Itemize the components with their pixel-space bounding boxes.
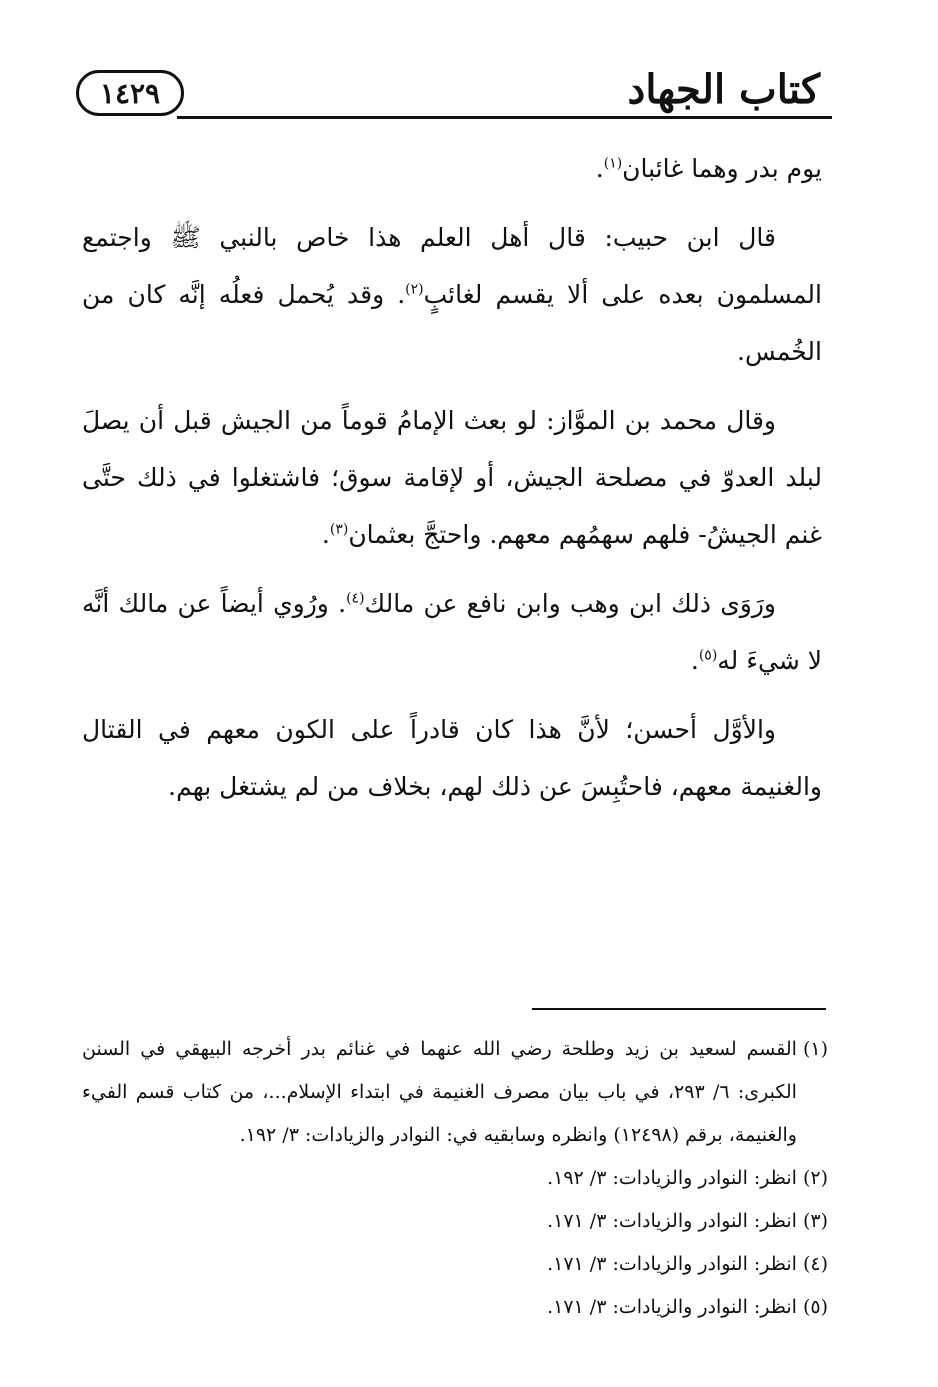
footnote-text: انظر: النوادر والزيادات: ٣/ ١٧١. [547,1296,797,1318]
footnote-marker-1: (١) [603,155,623,172]
paragraph-tail: . [321,520,330,549]
paragraph-text: والأوَّل أحسن؛ لأنَّ هذا كان قادراً على الكون معهم في القتال والغنيمة معهم، فاحتُبِسَ عن ذلك لهم، بخلاف من لم يشتغل بهم. [82,715,822,801]
footnote-text: انظر: النوادر والزيادات: ٣/ ١٧١. [547,1253,797,1275]
paragraph-text: ورَوَى ذلك ابن وهب وابن نافع عن مالك [364,589,776,618]
paragraph-tail: . [595,154,604,183]
page-number: ١٤٢٩ [99,76,161,110]
footnote-3 [82,1200,828,1243]
paragraph-tail: . ورُوي أيضاً عن مالك أنَّه لا شيءَ له [82,589,822,675]
paragraph-text: وقال محمد بن الموَّاز: لو بعث الإمامُ قوماً من الجيش قبل أن يصلَ لبلد العدوّ في مصلحة الجيش، أو لإقامة سوق؛ فاشتغلوا في ذلك حتَّى غنم الجيشُ- فلهم سهمُهم معهم. واحتجَّ بعثمان [82,406,822,549]
footnote-number: (٣) [802,1210,828,1232]
page-header [72,62,832,124]
page-number-badge [76,70,184,116]
paragraph-1 [82,140,822,197]
footnote-4 [82,1243,828,1286]
footnote-separator [532,1008,826,1010]
footnote-text: انظر: النوادر والزيادات: ٣/ ١٧١. [547,1210,797,1232]
paragraph-2 [82,209,822,380]
paragraph-4 [82,575,822,689]
footnote-marker-4: (٤) [346,590,365,607]
footnote-marker-2: (٢) [405,281,424,298]
footnote-5 [82,1286,828,1329]
book-title: كتاب الجهاد [627,66,820,113]
footnote-number: (٢) [802,1167,828,1189]
footnote-number: (٤) [802,1253,828,1275]
main-text [82,140,822,827]
footnote-text: انظر: النوادر والزيادات: ٣/ ١٩٢. [547,1167,797,1189]
footnote-2 [82,1157,828,1200]
paragraph-tail: . وقد يُحمل فعلُه إنَّه كان من الخُمس. [82,280,822,366]
paragraph-text: يوم بدر وهما غائبان [622,154,822,183]
paragraph-text: قال ابن حبيب: قال أهل العلم هذا خاص بالنبي ﷺ واجتمع المسلمون بعده على ألا يقسم لغائبٍ [82,223,822,309]
footnote-number: (١) [802,1038,828,1060]
paragraph-5 [82,701,822,815]
header-rule [177,116,832,119]
paragraph-3 [82,392,822,563]
footnote-number: (٥) [802,1296,828,1318]
footnote-marker-3: (٣) [329,521,349,538]
footnote-marker-5: (٥) [698,647,718,664]
paragraph-tail-2: . [690,646,699,675]
footnotes [82,1028,828,1329]
footnote-text: القسم لسعيد بن زيد وطلحة رضي الله عنهما في غنائم بدر أخرجه البيهقي في السنن الكبرى: ٦/ ٢٩٣، في باب بيان مصرف الغنيمة في ابتداء الإسلام...، من كتاب قسم الفيء والغنيمة، برقم (١٢٤٩٨) وانظره وسابقيه في: النوادر والزيادات: ٣/ ١٩٢. [82,1038,797,1146]
footnote-1 [82,1028,828,1157]
